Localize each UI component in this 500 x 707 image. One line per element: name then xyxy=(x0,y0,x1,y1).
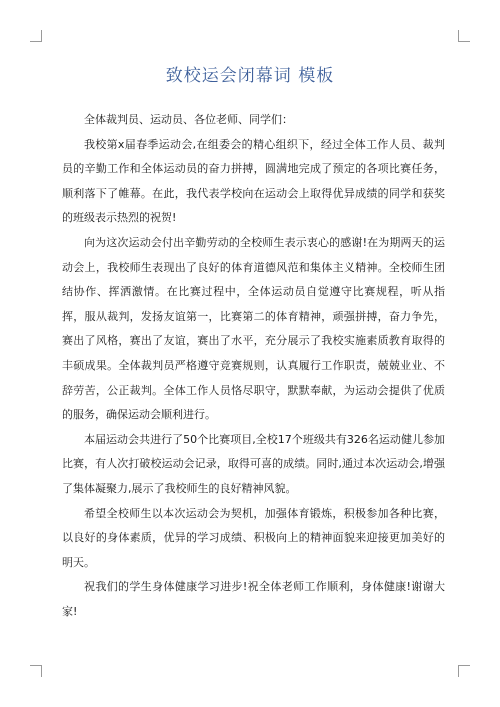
crop-mark-bottom-left xyxy=(30,665,42,677)
crop-mark-bottom-right xyxy=(458,665,470,677)
crop-mark-top-left xyxy=(30,30,42,42)
closing-paragraph: 祝我们的学生身体健康学习进步!祝全体老师工作顺利，身体健康!谢谢大家! xyxy=(62,580,445,618)
crop-mark-top-right xyxy=(458,30,470,42)
body-paragraph: 向为这次运动会付出辛勤劳动的全校师生表示衷心的感谢!在为期两天的运动会上，我校师生表现出了良好的体育道德风范和集体主义精神。全校师生团结协作、挥洒激情。在比赛过程中，全体运动员自觉遵守比赛规程，听从指挥，服从裁判，发扬友谊第一，比赛第二的体育精神，顽强拼搏，奋力争先，赛出了风格，赛出了友谊，赛出了水平，充分展示了我校实施素质教育取得的丰硕成果。全体裁判员严格遵守竞赛规则，认真履行工作职责，兢兢业业、不辞劳苦，公正裁判。全体工作人员恪尽职守，默默奉献，为运动会提供了优质的服务，确保运动会顺利进行。 xyxy=(62,235,445,422)
document-body xyxy=(62,108,445,624)
body-paragraph: 我校第x届春季运动会,在组委会的精心组织下，经过全体工作人员、裁判员的辛勤工作和全体运动员的奋力拼搏，圆满地完成了预定的各项比赛任务，顺利落下了帷幕。在此，我代表学校向在运动会上取得优异成绩的同学和获奖的班级表示热烈的祝贺! xyxy=(62,137,445,225)
salutation-paragraph: 全体裁判员、运动员、各位老师、同学们： xyxy=(84,113,293,126)
body-paragraph: 本届运动会共进行了50个比赛项目,全校17个班级共有326名运动健儿参加比赛，有人次打破校运动会记录，取得可喜的成绩。同时,通过本次运动会,增强了集体凝聚力,展示了我校师生的良好精神风貌。 xyxy=(62,432,445,495)
document-title: 致校运会闭幕词 模板 xyxy=(165,66,335,86)
body-paragraph: 希望全校师生以本次运动会为契机，加强体育锻炼，积极参加各种比赛，以良好的身体素质，优异的学习成绩、积极向上的精神面貌来迎接更加美好的明天。 xyxy=(62,506,445,569)
